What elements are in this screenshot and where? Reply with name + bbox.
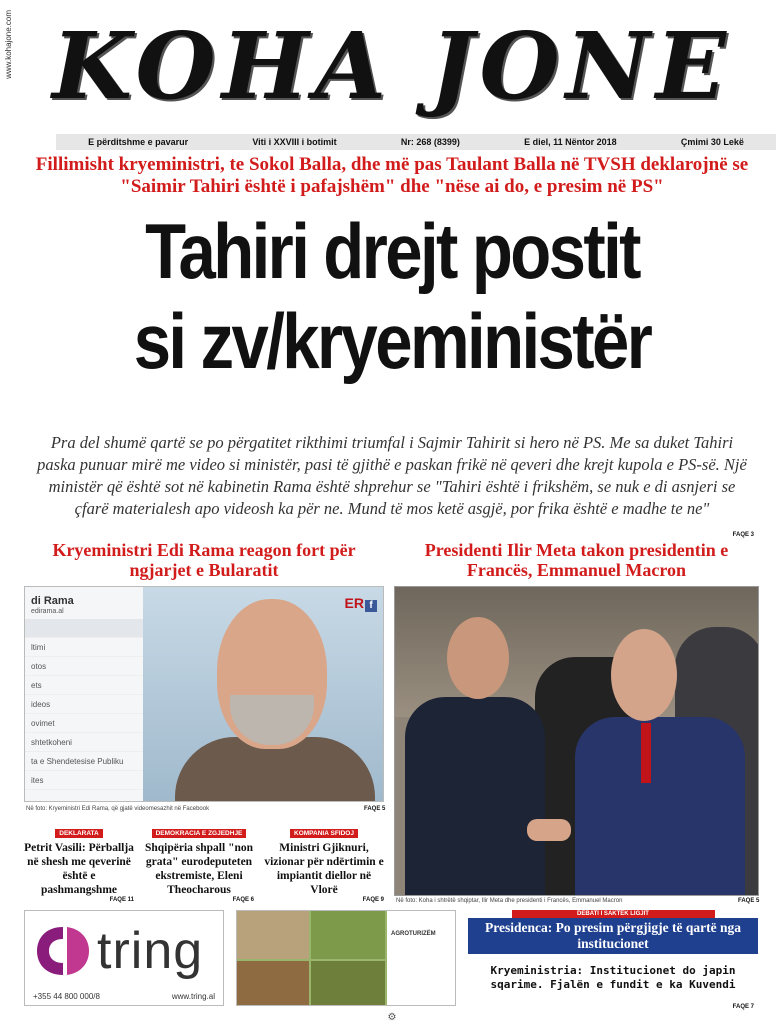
- info-bar: [56, 134, 776, 150]
- meta-macron-photo[interactable]: [394, 586, 759, 896]
- info-year: Viti i XXVIII i botimit: [252, 137, 337, 147]
- ad-label: AGROTURIZËM: [391, 931, 436, 937]
- mini-story-page-ref: FAQE 11: [109, 897, 134, 903]
- right-story-title[interactable]: Presidenti Ilir Meta takon presidentin e Francës, Emmanuel Macron: [424, 540, 729, 580]
- right-page-ref: FAQE 5: [738, 898, 760, 904]
- side-url: www.kohajone.com: [4, 10, 13, 79]
- mini-story-tag: DEKLARATA: [55, 829, 102, 838]
- bottom-right-page-ref: FAQE 7: [732, 1004, 754, 1010]
- rama-photo[interactable]: [24, 586, 384, 802]
- ad-text-panel: [387, 911, 456, 1006]
- macron-figure: [405, 697, 545, 896]
- fb-menu-item: ltimi: [25, 638, 143, 657]
- bottom-ornament-icon: ⚙: [387, 1012, 397, 1023]
- info-price: Çmimi 30 Lekë: [680, 137, 744, 147]
- mini-story[interactable]: [144, 822, 254, 903]
- meta-figure: [575, 717, 745, 896]
- left-story-title[interactable]: Kryeministri Edi Rama reagon fort për ngjarjet e Bularatit: [52, 540, 356, 580]
- ad-photo-field: [311, 911, 385, 959]
- red-tie: [641, 723, 651, 783]
- mini-story-text: Ministri Gjiknuri, vizionar për ndërtimin e impiantit diellor në Vlorë: [264, 842, 384, 896]
- meta-head: [611, 629, 677, 721]
- fb-menu-item: ovimet: [25, 714, 143, 733]
- bottom-right-headline: Presidenca: Po presim përgjigje të qartë nga institucionet: [468, 918, 758, 954]
- macron-head: [447, 617, 509, 699]
- fb-menu-item: [25, 619, 143, 638]
- left-photo-caption: Në foto: Kryeministri Edi Rama, që gjatë videomesazhit në Facebook: [26, 806, 210, 812]
- mini-story-text: Petrit Vasili: Përballja në shesh me qeverinë është e pashmangshme: [24, 842, 134, 896]
- info-issue: Nr: 268 (8399): [400, 137, 460, 147]
- bottom-right-tag: DEBATI I SAKTËK LIGJIT: [512, 910, 715, 918]
- fb-page-url: edirama.al: [31, 608, 64, 615]
- tring-ad[interactable]: [24, 910, 224, 1006]
- left-page-ref: FAQE 5: [364, 806, 386, 812]
- newspaper-title: KOHA JONE: [52, 12, 732, 120]
- info-date: E diel, 11 Nëntor 2018: [524, 137, 617, 147]
- mini-story-tag: KOMPANIA SFIDOJ: [290, 829, 358, 838]
- mini-story-tag: DEMOKRACIA E ZGJEDHJE: [152, 829, 247, 838]
- tring-brand: tring: [97, 922, 204, 980]
- tring-url: www.tring.al: [171, 992, 215, 1001]
- main-kicker[interactable]: Fillimisht kryeministri, te Sokol Balla, dhe më pas Taulant Balla në TVSH deklarojnë se "Saimir Tahiri është i pafajshëm" dhe "nëse ai do, e presim në PS": [35, 154, 749, 197]
- tring-phone: +355 44 800 000/8: [33, 992, 100, 1001]
- fb-menu-item: ites: [25, 771, 143, 790]
- er-logo-icon: ER f: [345, 595, 377, 612]
- mini-story[interactable]: [264, 822, 384, 903]
- main-headline[interactable]: [63, 206, 720, 386]
- main-lead: Pra del shumë qartë se po përgatitet rikthimi triumfal i Sajmir Tahirit si hero në PS. Me sa duket Tahiri paska punuar mirë me video si ministër, pasi të gjithë e paskan frikë në qeveri dhe krejt kupola e PS-së. Një ministër që është sot në kabinetin Rama është shprehur se "Tahiri është i frikshëm, se nuk e di asnjeri se çfarë materialesh apo videosh ka për ne. Mund të mos ketë asgjë, por frika është e madhe te ne": [37, 433, 747, 518]
- mini-story-page-ref: FAQE 9: [362, 897, 384, 903]
- headline-line-1: Tahiri drejt postit: [145, 207, 639, 295]
- agrotourism-ad[interactable]: [236, 910, 456, 1006]
- tring-logo-icon: [33, 923, 93, 979]
- fb-menu-item: ets: [25, 676, 143, 695]
- headline-line-2: si zv/kryeministër: [133, 297, 651, 385]
- handshake: [527, 819, 571, 841]
- ad-photo-food: [237, 961, 309, 1006]
- main-page-ref: FAQE 3: [732, 532, 754, 538]
- ad-photo-landscape: [311, 961, 385, 1006]
- bottom-right-story[interactable]: [468, 910, 758, 1010]
- fb-menu-item: ideos: [25, 695, 143, 714]
- ad-photo-animals: [237, 911, 309, 959]
- fb-menu-item: ta e Shendetesise Publiku: [25, 752, 143, 771]
- fb-menu-item: otos: [25, 657, 143, 676]
- fb-menu-item: shtetkoheni: [25, 733, 143, 752]
- mini-story-text: Shqipëria shpall "non grata" eurodeputeten ekstremiste, Eleni Theocharous: [144, 842, 253, 896]
- mini-story[interactable]: [24, 822, 134, 903]
- mini-story-page-ref: FAQE 6: [232, 897, 254, 903]
- masthead: [0, 0, 784, 132]
- info-frequency: E përditshme e pavarur: [88, 137, 189, 147]
- bottom-right-subhead: Kryeministria: Institucionet do japin sqarime. Fjalën e fundit e ka Kuvendi: [490, 964, 736, 991]
- fb-page-name: di Rama: [31, 595, 74, 607]
- facebook-sidebar: [25, 587, 143, 802]
- right-photo-caption: Në foto: Koha i shtrëtë shqiptar, Ilir Meta dhe presidenti i Francës, Emmanuel Macron: [396, 898, 623, 904]
